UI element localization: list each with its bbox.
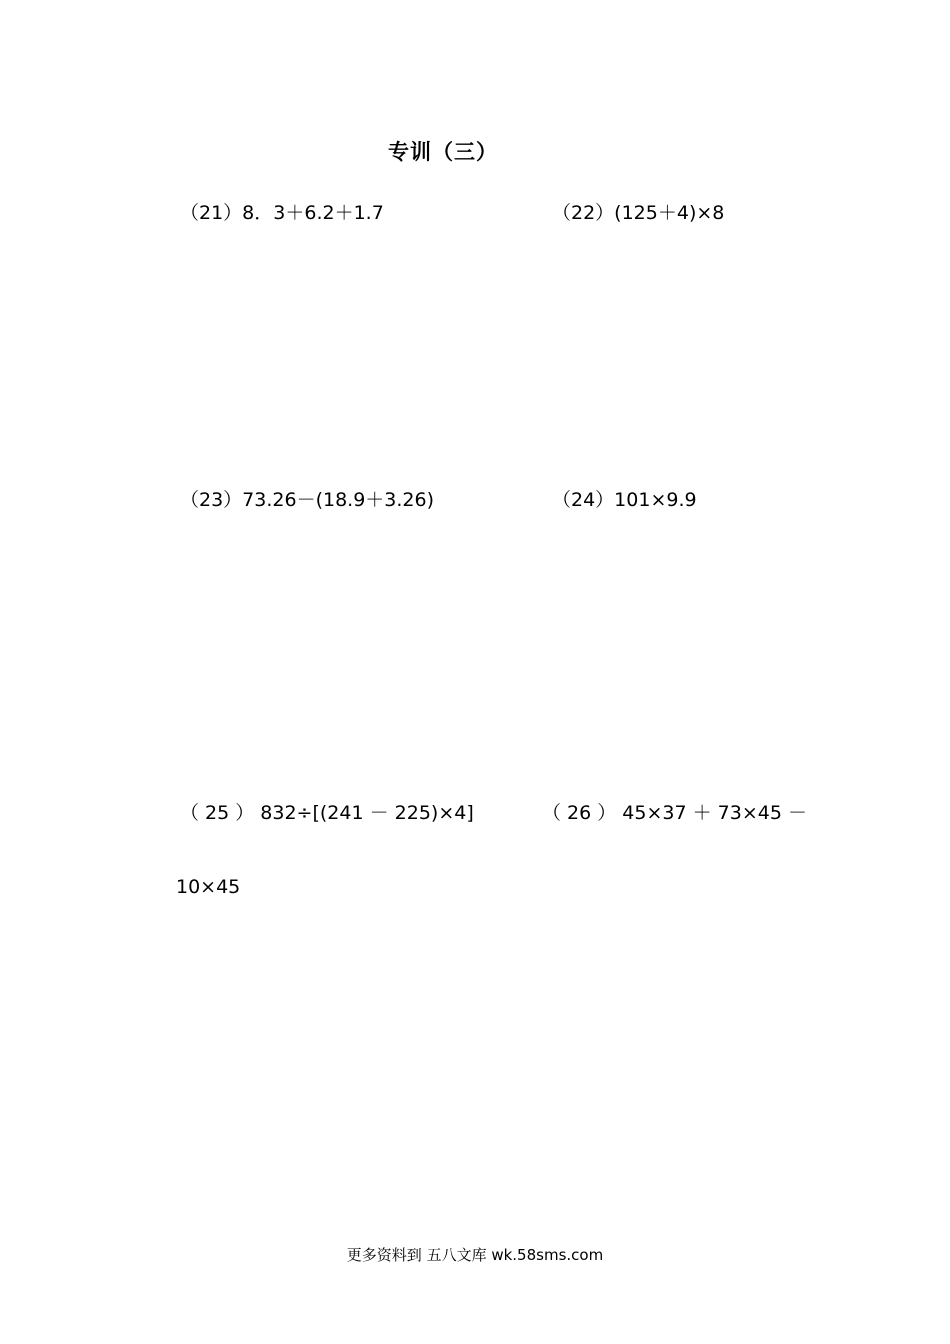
problem-26-continuation: 10×45: [176, 876, 241, 898]
problem-21: （21）8．3＋6.2＋1.7: [180, 202, 384, 224]
problem-22: （22）(125＋4)×8: [552, 202, 725, 224]
problem-25: （ 25 ） 832÷[(241 － 225)×4]: [180, 802, 474, 824]
problem-26: （ 26 ） 45×37 ＋ 73×45 －: [542, 802, 807, 824]
problem-24: （24）101×9.9: [552, 489, 697, 511]
page-title: 专训（三）: [388, 140, 498, 164]
footer-text: 更多资料到 五八文库 wk.58sms.com: [346, 1246, 604, 1264]
problem-23: （23）73.26－(18.9＋3.26): [180, 489, 435, 511]
